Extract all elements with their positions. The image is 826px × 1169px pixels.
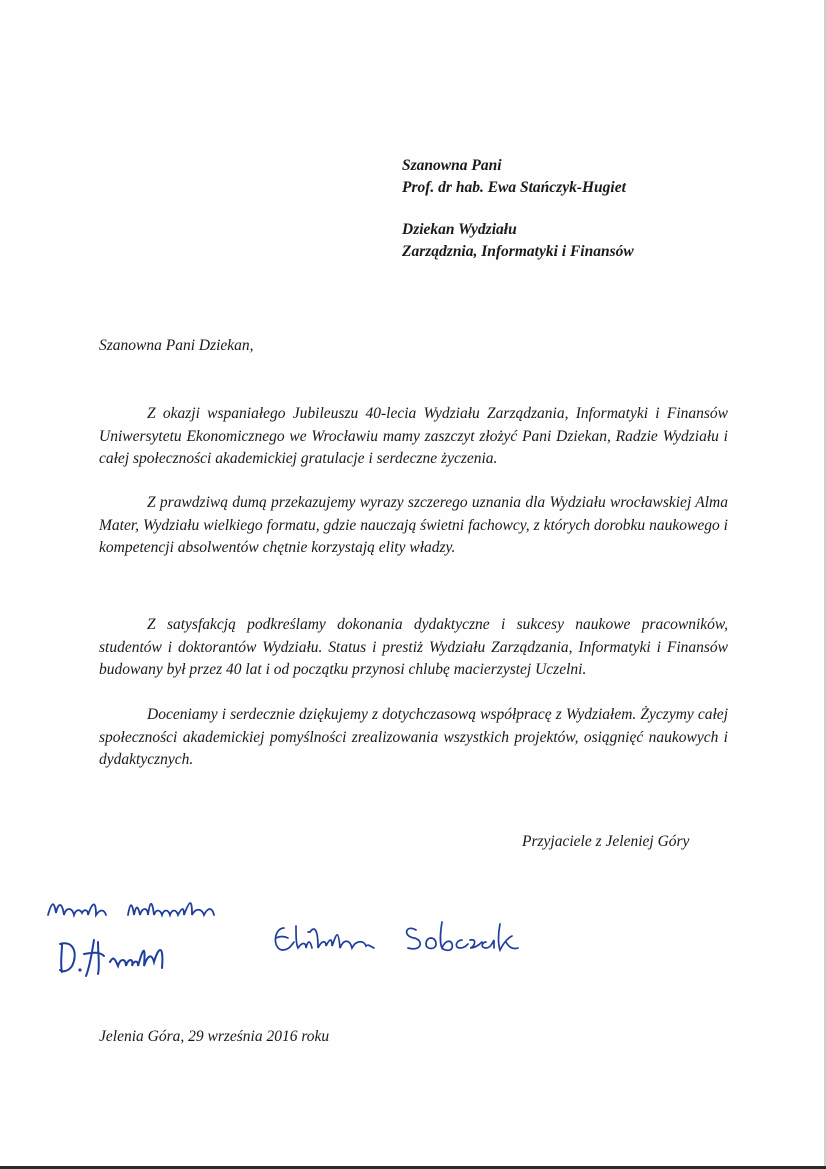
closing-line: Przyjaciele z Jeleniej Góry — [522, 833, 690, 850]
signature-elzbieta-sobczak — [266, 914, 526, 958]
signature-d-hroll — [54, 932, 184, 978]
salutation: Szanowna Pani Dziekan, — [99, 337, 254, 354]
signature-marek-walecki — [44, 893, 224, 929]
recipient-greeting: Szanowna Pani — [402, 157, 502, 174]
recipient-title: Dziekan Wydziału — [402, 221, 517, 238]
recipient-block — [402, 155, 634, 263]
date-line: Jelenia Góra, 29 września 2016 roku — [99, 1028, 330, 1045]
paragraph-3: Z satysfakcją podkreślamy dokonania dydaktyczne i sukcesy naukowe pracowników, studentów i doktorantów Wydziału. Status i prestiż Wydziału Zarządzania, Informatyki i Finansów budowany był przez 40 lat i od początku przynosi chlubę macierzystej Uczelni. — [99, 616, 728, 678]
paragraph-4: Doceniamy i serdecznie dziękujemy z dotychczasową współpracę z Wydziałem. Życzymy całej społeczności akademickiej pomyślności zrealizowania wszystkich projektów, osiągnięć naukowych i dydaktycznych. — [99, 706, 728, 768]
paragraph-2: Z prawdziwą dumą przekazujemy wyrazy szczerego uznania dla Wydziału wrocławskiej Alma Mater, Wydziału wielkiego formatu, gdzie nauczają świetni fachowcy, z których dorobku naukowego i kompetencji absolwentów chętnie korzystają elity władzy. — [99, 494, 728, 556]
paragraph-1: Z okazji wspaniałego Jubileuszu 40-lecia Wydziału Zarządzania, Informatyki i Finansów Uniwersytetu Ekonomicznego we Wrocławiu mamy zaszczyt złożyć Pani Dziekan, Radzie Wydziału i całej społeczności akademickiej gratulacje i serdeczne życzenia. — [99, 405, 728, 467]
recipient-faculty: Zarządznia, Informatyki i Finansów — [402, 243, 634, 260]
recipient-name: Prof. dr hab. Ewa Stańczyk-Hugiet — [402, 179, 626, 196]
